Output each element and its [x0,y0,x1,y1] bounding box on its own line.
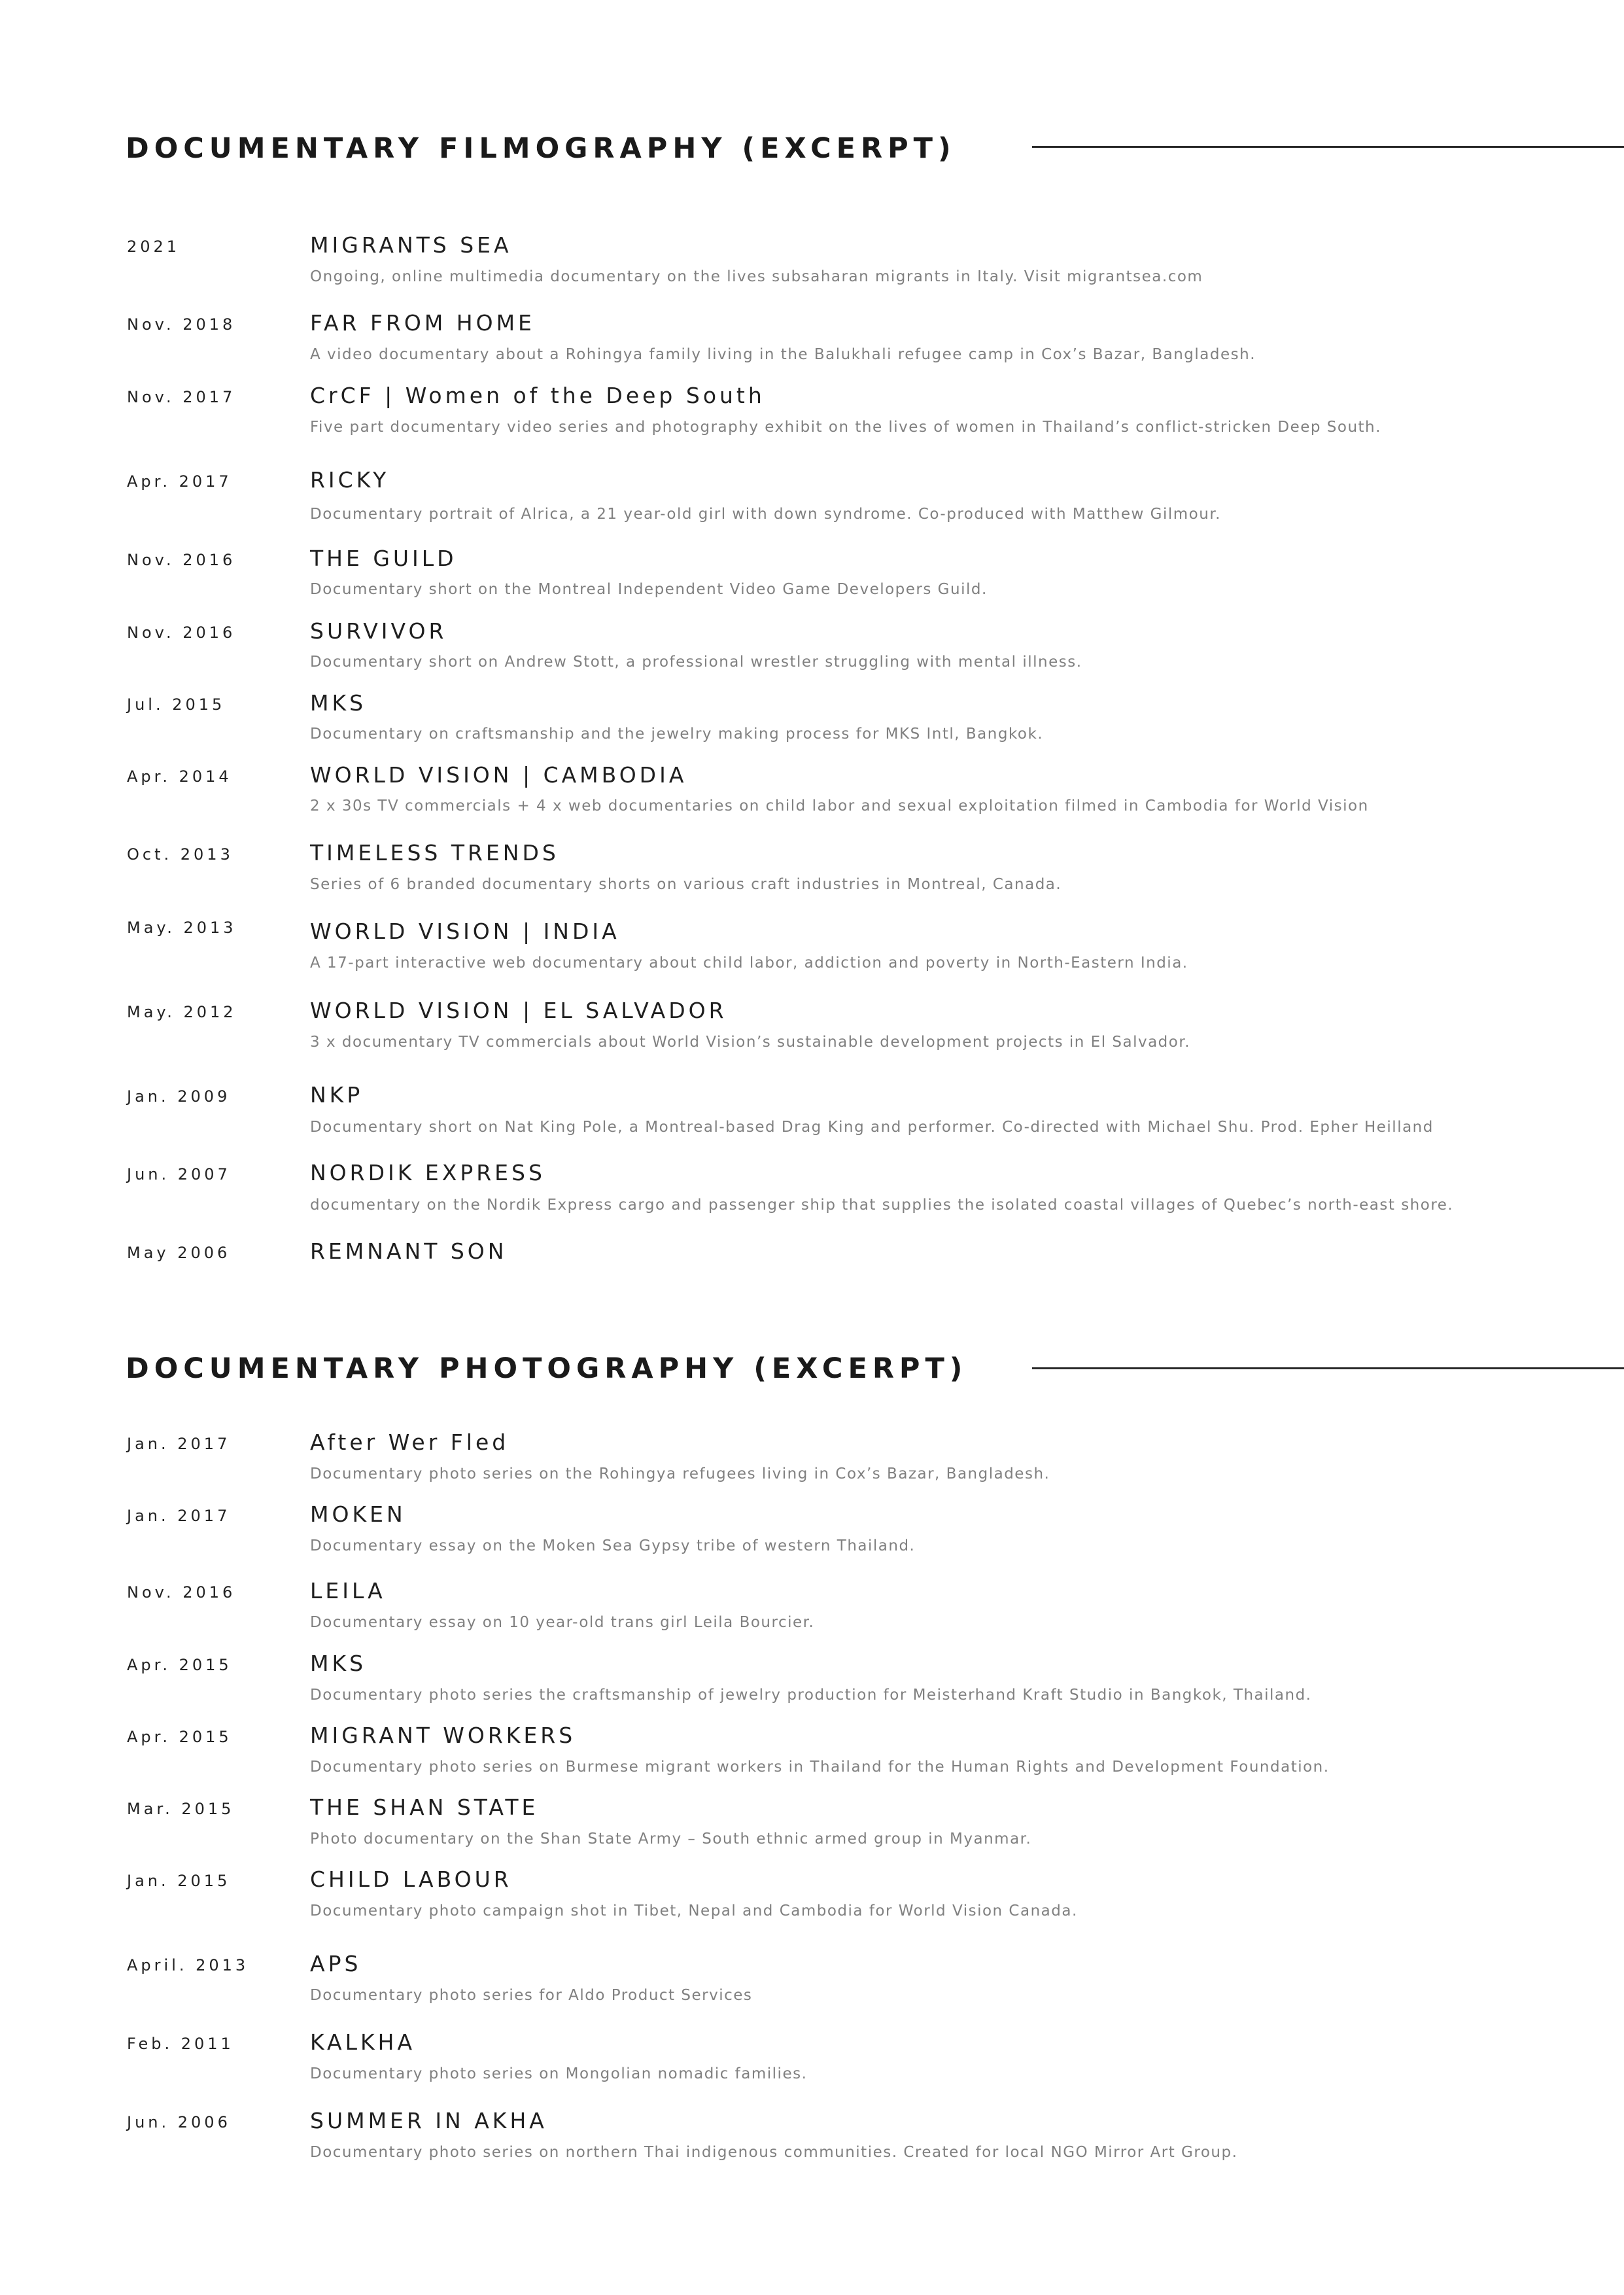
entry-description: Documentary short on the Montreal Independent Video Game Developers Guild. [310,581,988,598]
entry-description: Documentary essay on 10 year-old trans girl Leila Bourcier. [310,1614,815,1631]
entry-title: REMNANT SON [310,1238,508,1264]
photography-heading: DOCUMENTARY PHOTOGRAPHY (EXCERPT) [126,1352,968,1385]
entry-description: Documentary photo series on Mongolian nomadic families. [310,2065,808,2082]
entry-date: Jun. 2006 [127,2113,231,2131]
entry-title: RICKY [310,467,390,493]
entry-date: Apr. 2014 [127,767,232,786]
entry-title: WORLD VISION | CAMBODIA [310,762,687,788]
entry-description: 2 x 30s TV commercials + 4 x web documentaries on child labor and sexual exploitation filmed in Cambodia for World Vision [310,797,1369,815]
entry-description: Documentary photo series for Aldo Product Services [310,1987,753,2004]
entry-description: Ongoing, online multimedia documentary on the lives subsaharan migrants in Italy. Visit migrantsea.com [310,268,1203,285]
entry-title: FAR FROM HOME [310,310,535,336]
entry-title: MIGRANT WORKERS [310,1723,576,1748]
entry-date: April. 2013 [127,1956,249,1974]
entry-date: Feb. 2011 [127,2035,234,2053]
entry-description: Documentary portrait of Alrica, a 21 year-old girl with down syndrome. Co-produced with Matthew Gilmour. [310,506,1221,523]
entry-date: May 2006 [127,1244,231,1262]
entry-date: Nov. 2017 [127,388,236,406]
entry-date: Apr. 2017 [127,472,232,491]
entry-title: THE SHAN STATE [310,1795,539,1820]
entry-date: May. 2013 [127,919,237,937]
entry-date: Jan. 2009 [127,1087,231,1106]
entry-title: WORLD VISION | EL SALVADOR [310,998,727,1023]
entry-date: Nov. 2016 [127,623,236,642]
entry-date: Nov. 2016 [127,1583,236,1602]
entry-title: KALKHA [310,2029,416,2055]
entry-description: Documentary on craftsmanship and the jewelry making process for MKS Intl, Bangkok. [310,726,1044,743]
entry-description: Documentary photo series on the Rohingya refugees living in Cox’s Bazar, Bangladesh. [310,1465,1050,1482]
filmography-heading: DOCUMENTARY FILMOGRAPHY (EXCERPT) [126,132,956,165]
entry-date: Jan. 2015 [127,1872,231,1890]
entry-title: TIMELESS TRENDS [310,840,559,866]
entry-title: SURVIVOR [310,618,447,644]
entry-title: MIGRANTS SEA [310,232,512,258]
entry-description: Documentary short on Nat King Pole, a Montreal-based Drag King and performer. Co-directed with Michael Shu. Prod. Epher Heilland [310,1119,1434,1136]
entry-title: NORDIK EXPRESS [310,1160,545,1185]
entry-date: 2021 [127,237,181,256]
entry-description: A video documentary about a Rohingya family living in the Balukhali refugee camp in Cox’s Bazar, Bangladesh. [310,346,1256,363]
entry-title: CHILD LABOUR [310,1866,512,1892]
entry-description: Documentary photo series on Burmese migrant workers in Thailand for the Human Rights and Development Foundation. [310,1759,1330,1776]
entry-date: Jan. 2017 [127,1435,231,1453]
entry-date: Apr. 2015 [127,1728,232,1746]
entry-description: Documentary photo series the craftsmanship of jewelry production for Meisterhand Kraft Studio in Bangkok, Thailand. [310,1687,1312,1704]
entry-title: CrCF | Women of the Deep South [310,383,765,408]
entry-description: 3 x documentary TV commercials about World Vision’s sustainable development projects in El Salvador. [310,1034,1191,1051]
entry-title: After Wer Fled [310,1429,510,1455]
entry-title: WORLD VISION | INDIA [310,919,620,944]
entry-title: MOKEN [310,1501,406,1527]
entry-date: Jun. 2007 [127,1165,231,1183]
entry-description: documentary on the Nordik Express cargo and passenger ship that supplies the isolated coastal villages of Quebec’s north-east shore. [310,1197,1454,1214]
entry-date: Mar. 2015 [127,1800,235,1818]
photography-divider [1032,1367,1624,1369]
entry-title: MKS [310,690,367,716]
entry-date: Apr. 2015 [127,1656,232,1674]
entry-description: Documentary essay on the Moken Sea Gypsy tribe of western Thailand. [310,1537,916,1554]
entry-description: Documentary photo campaign shot in Tibet, Nepal and Cambodia for World Vision Canada. [310,1902,1078,1919]
entry-date: Oct. 2013 [127,845,233,864]
entry-description: Documentary short on Andrew Stott, a professional wrestler struggling with mental illness. [310,654,1082,671]
entry-description: Five part documentary video series and photography exhibit on the lives of women in Thailand’s conflict-stricken Deep South. [310,419,1381,436]
entry-date: Nov. 2018 [127,315,236,334]
entry-title: SUMMER IN AKHA [310,2108,547,2133]
entry-description: Photo documentary on the Shan State Army – South ethnic armed group in Myanmar. [310,1831,1032,1848]
entry-title: NKP [310,1082,364,1108]
entry-description: Series of 6 branded documentary shorts on various craft industries in Montreal, Canada. [310,876,1062,893]
entry-date: Jan. 2017 [127,1507,231,1525]
filmography-divider [1032,146,1624,148]
entry-title: LEILA [310,1578,386,1603]
entry-date: May. 2012 [127,1003,237,1021]
entry-date: Nov. 2016 [127,551,236,569]
entry-date: Jul. 2015 [127,695,226,714]
entry-title: MKS [310,1651,367,1676]
entry-title: THE GUILD [310,546,457,571]
entry-description: Documentary photo series on northern Thai indigenous communities. Created for local NGO Mirror Art Group. [310,2144,1238,2161]
entry-title: APS [310,1951,362,1976]
entry-description: A 17-part interactive web documentary about child labor, addiction and poverty in North-Eastern India. [310,955,1188,972]
